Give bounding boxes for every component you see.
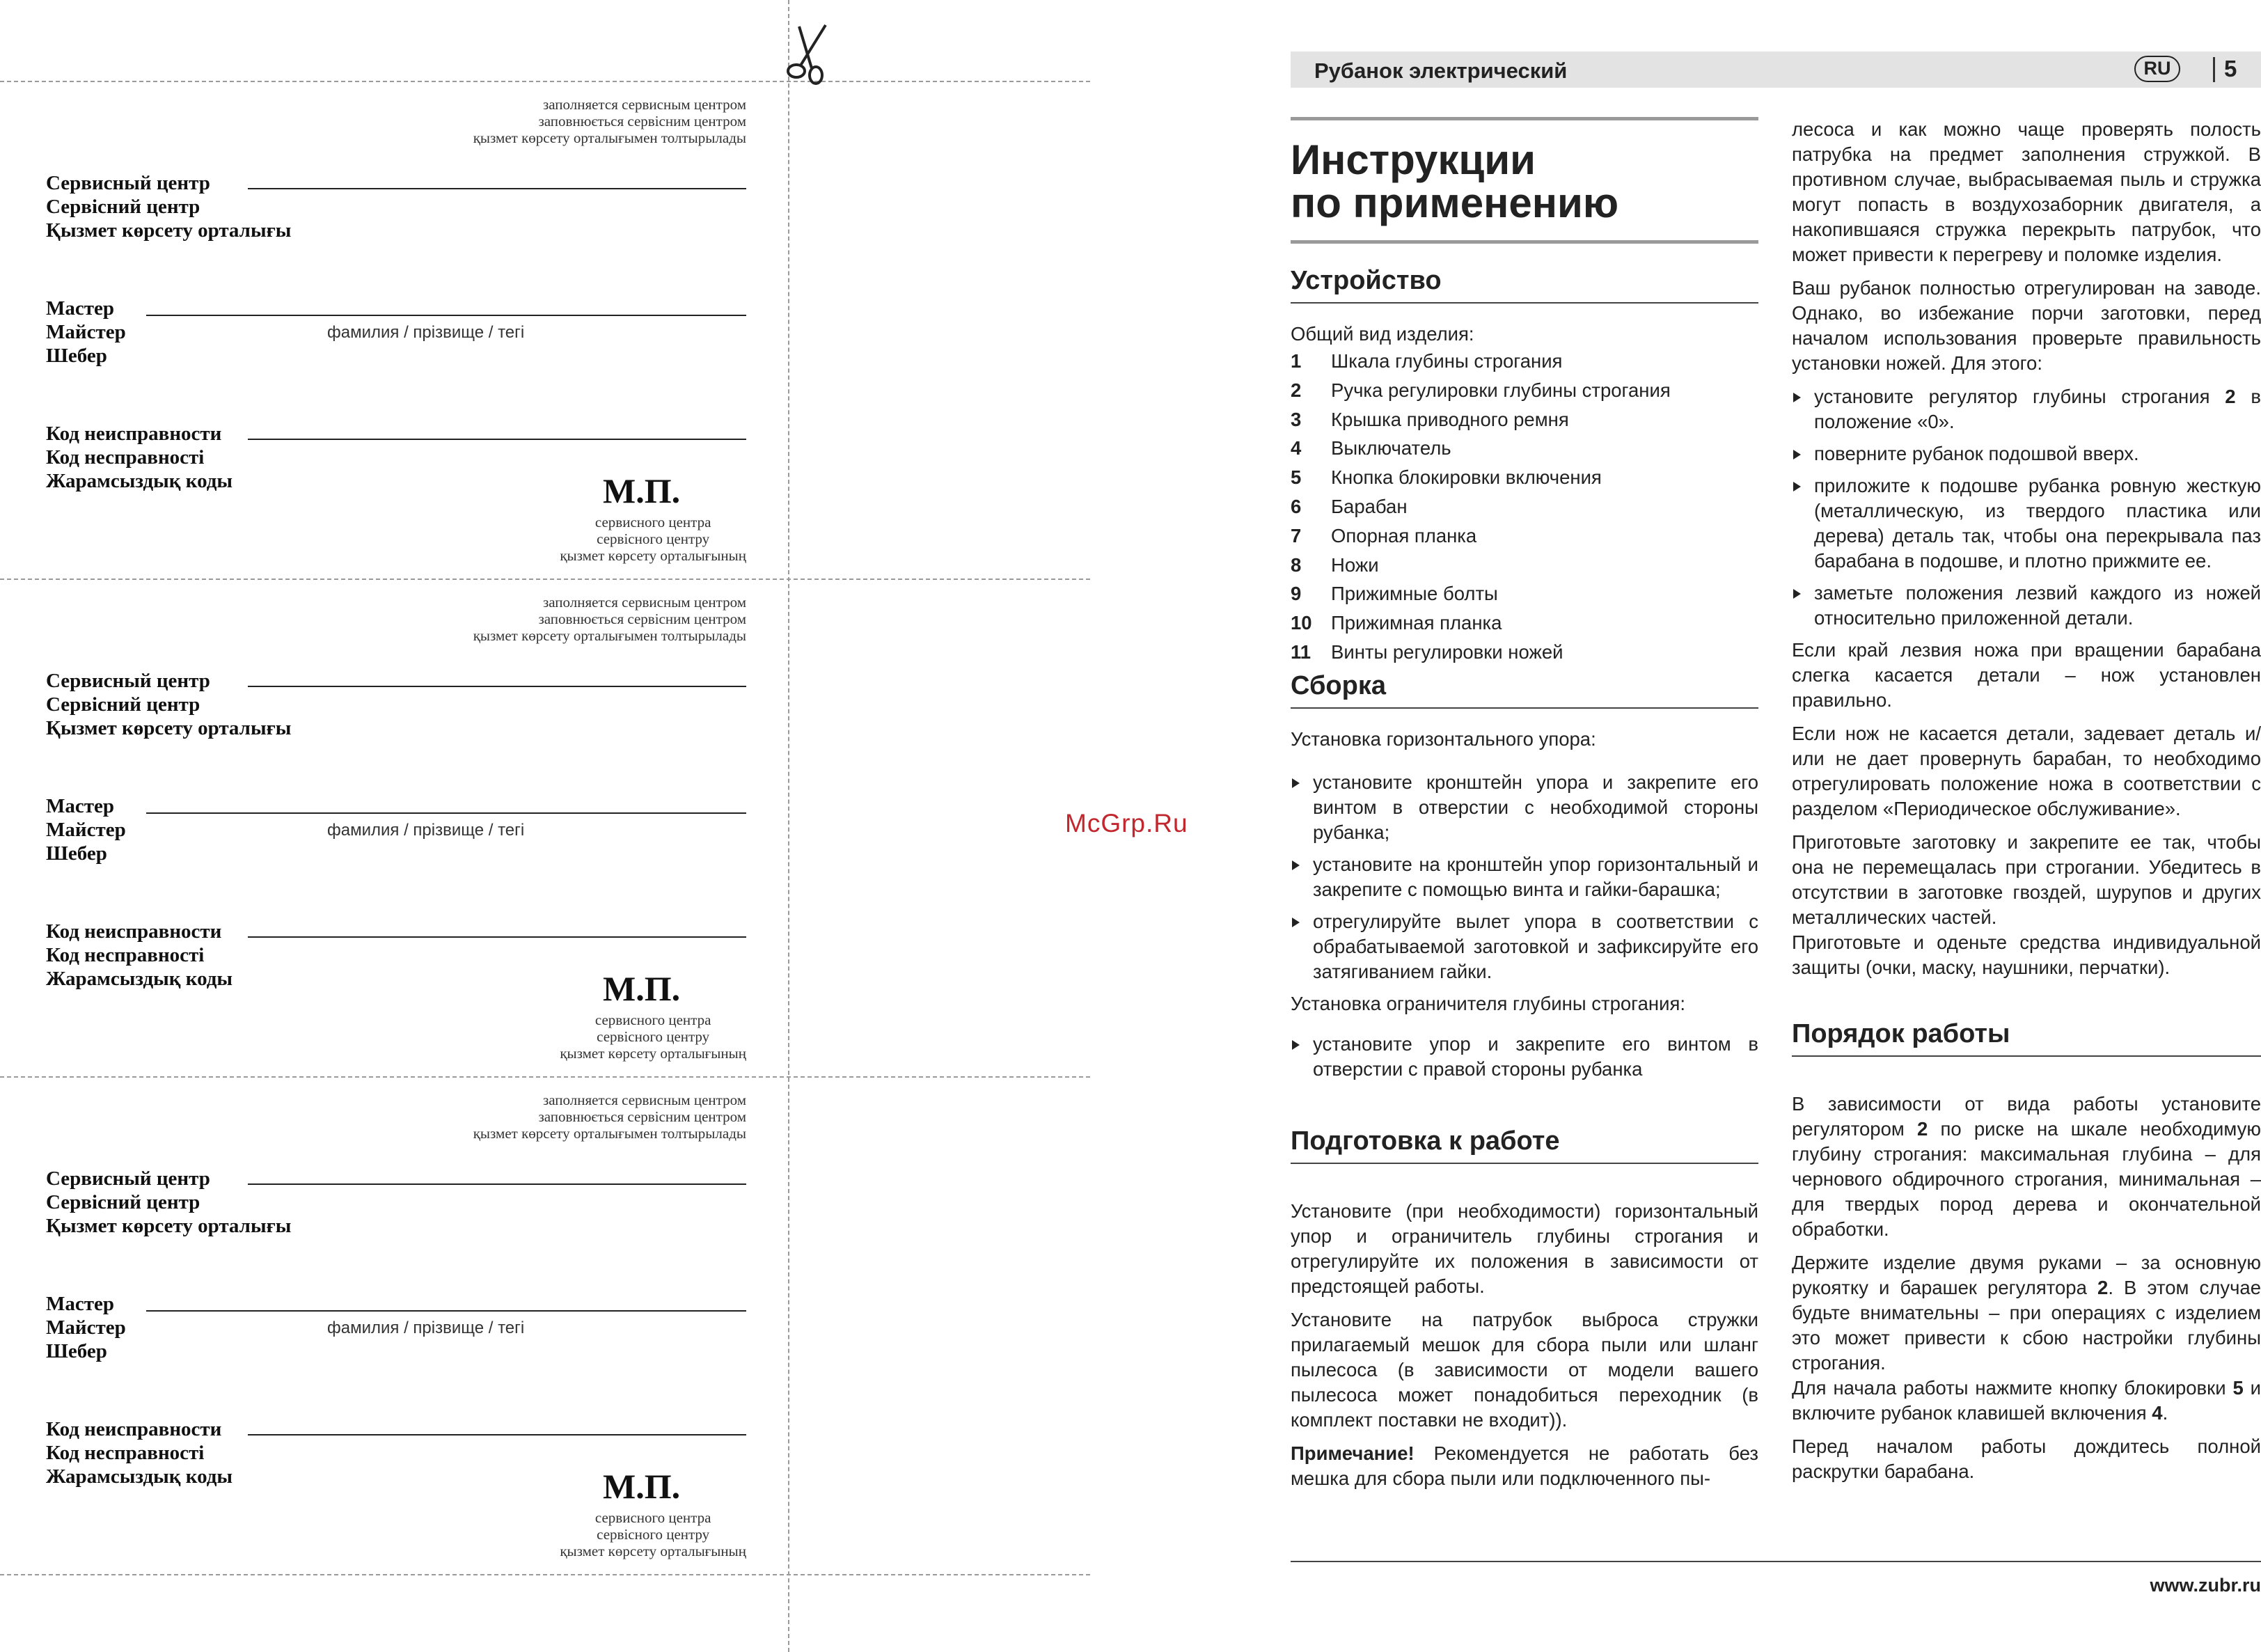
section-heading-order: Порядок работы <box>1792 1018 2261 1057</box>
list-item: 7 Опорная планка <box>1291 524 1477 546</box>
name-hint: фамилия / прізвище / тегі <box>327 323 525 342</box>
scissors-icon <box>784 22 840 85</box>
service-center-label: Сервисный центр Сервісний центр Қызмет көрсету орталығы <box>46 172 292 242</box>
master-label: Мастер Майстер Шебер <box>46 795 126 865</box>
list-item: 3 Крышка приводного ремня <box>1291 408 1569 430</box>
name-hint: фамилия / прізвище / тегі <box>327 1319 525 1337</box>
section-heading-preparation: Подготовка к работе <box>1291 1125 1758 1164</box>
fault-code-label: Код неисправности Код несправності Жарамсыздық коды <box>46 920 233 990</box>
filled-by-service-note: заполняется сервисным центром заповнюється сервісним центром қызмет көрсету орталығымен толтырылады <box>473 1092 746 1142</box>
list-item: отрегулируйте вылет упора в соответствии с обрабатываемой заготовкой и зафиксируйте его затягиванием гайки. <box>1291 909 1758 984</box>
column-right <box>1792 117 2261 1484</box>
list-item: установите кронштейн упора и закрепите его винтом в отверстии с необходимой стороны рубанка; <box>1291 770 1758 845</box>
paragraph-ppe: Приготовьте и оденьте средства индивидуальной защиты (очки, маску, наушники, перчатки). <box>1792 931 2261 978</box>
preparation-note: Примечание! Рекомендуется не работать без мешка для сбора пыли или подключенного пы- <box>1291 1442 1758 1489</box>
paragraph-workpiece: Приготовьте заготовку и закрепите ее так, чтобы она не перемещалась при строгании. Убедитесь в отсутствии в заготовке гвоздей, шурупов и других металлических частей. <box>1792 831 2261 928</box>
list-item: 11 Винты регулировки ножей <box>1291 640 1563 663</box>
filled-by-service-note: заполняется сервисным центром заповнюється сервісним центром қызмет көрсету орталығымен толтырылады <box>473 594 746 644</box>
list-item: поверните рубанок подошвой вверх. <box>1792 441 2261 466</box>
fault-code-label: Код неисправности Код несправності Жарамсыздық коды <box>46 1418 233 1488</box>
warranty-coupon-3 <box>0 1076 788 1575</box>
header-title: Рубанок электрический <box>1314 58 1568 83</box>
watermark: McGrp.Ru <box>1065 809 1188 837</box>
list-item: 9 Прижимные болты <box>1291 583 1498 605</box>
section-heading-device: Устройство <box>1291 265 1758 304</box>
master-label: Мастер Майстер Шебер <box>46 297 126 367</box>
service-center-field[interactable] <box>248 1183 746 1185</box>
assembly-bullets-1 <box>1291 770 1758 984</box>
footer-url[interactable]: www.zubr.ru <box>2150 1575 2261 1596</box>
service-center-label: Сервисный центр Сервісний центр Қызмет көрсету орталығы <box>46 1167 292 1237</box>
fault-code-label: Код неисправности Код несправності Жарамсыздық коды <box>46 423 233 492</box>
assembly-sub-1: Установка горизонтального упора: <box>1291 727 1596 750</box>
service-center-field[interactable] <box>248 188 746 189</box>
stamp-sub: сервисного центра сервісного центру қызмет көрсету орталығының <box>560 514 746 564</box>
vertical-cut-line <box>788 0 789 1652</box>
order-p3: Для начала работы нажмите кнопку блокировки 5 и включите рубанок клавишей включения 4. <box>1792 1377 2261 1424</box>
parts-list <box>1291 347 1758 667</box>
list-item: 5 Кнопка блокировки включения <box>1291 466 1602 489</box>
preparation-p2: Установите на патрубок выброса стружки прилагаемый мешок для сбора пыли или шланг пылесоса (в зависимости от модели вашего пылесоса может понадобиться переходник (в комплект поставки не входит)). <box>1291 1308 1758 1431</box>
warranty-coupon-2 <box>0 579 788 1077</box>
page-number: 5 <box>2224 56 2237 81</box>
stamp-label: М.П. <box>603 969 681 1008</box>
filled-by-service-note: заполняется сервисным центром заповнюється сервісним центром қызмет көрсету орталығымен толтырылады <box>473 96 746 146</box>
assembly-bullets-2 <box>1291 1032 1758 1082</box>
order-p4: Перед началом работы дождитесь полной раскрутки барабана. <box>1792 1435 2261 1482</box>
warranty-coupon-1 <box>0 81 788 579</box>
fault-code-field[interactable] <box>248 439 746 440</box>
name-hint: фамилия / прізвище / тегі <box>327 821 525 840</box>
list-item: установите регулятор глубины строгания 2 в положение «0». <box>1792 384 2261 434</box>
list-item: 2 Ручка регулировки глубины строгания <box>1291 379 1671 401</box>
column-left <box>1291 117 1758 1491</box>
stamp-label: М.П. <box>603 1467 681 1506</box>
title-rule-top <box>1291 117 1758 120</box>
fault-code-field[interactable] <box>248 936 746 938</box>
list-item: 4 Выключатель <box>1291 437 1451 459</box>
assembly-sub-2: Установка ограничителя глубины строгания: <box>1291 992 1685 1014</box>
paragraph-no-touch: Если нож не касается детали, задевает деталь и/или не дает провернуть барабан, то необходимо отрегулировать положение ножа в соответствии с разделом «Периодическое обслуживание». <box>1792 723 2261 819</box>
list-item: приложите к подошве рубанка ровную жесткую (металлическую, из твердого пластика или дерева) деталь так, чтобы она перекрывала паз барабана в подошве, и плотно прижмите ее. <box>1792 473 2261 574</box>
master-field[interactable] <box>146 315 746 316</box>
fault-code-field[interactable] <box>248 1434 746 1435</box>
preparation-p1: Установите (при необходимости) горизонтальный упор и ограничитель глубины строгания и отрегулируйте их положения в зависимости от предстоящей работы. <box>1291 1199 1758 1297</box>
section-heading-assembly: Сборка <box>1291 670 1758 709</box>
check-bullets <box>1792 384 2261 631</box>
list-item: установите на кронштейн упор горизонтальный и закрепите с помощью винта и гайки-барашка; <box>1291 852 1758 902</box>
language-badge: RU <box>2134 56 2180 82</box>
stamp-sub: сервисного центра сервісного центру қызмет көрсету орталығының <box>560 1509 746 1559</box>
order-p2: Держите изделие двумя руками – за основную рукоятку и барашек регулятора 2. В этом случае будьте внимательны – при операциях с изделием это может привести к сбою настройки глубины строгания. <box>1792 1252 2261 1374</box>
service-center-field[interactable] <box>248 686 746 687</box>
master-label: Мастер Майстер Шебер <box>46 1293 126 1362</box>
header-separator <box>2213 57 2215 82</box>
order-p1: В зависимости от вида работы установите регулятором 2 по риске на шкале необходимую глубину строгания: максимальная глубина – для чернового обдирочного строгания, минимальная – для твердых пород дерева и окончательной обработки. <box>1792 1093 2261 1240</box>
list-item: установите упор и закрепите его винтом в отверстии с правой стороны рубанка <box>1291 1032 1758 1082</box>
master-field[interactable] <box>146 812 746 814</box>
stamp-label: М.П. <box>603 471 681 510</box>
list-item: 1 Шкала глубины строгания <box>1291 350 1563 372</box>
paragraph-continued: лесоса и как можно чаще проверять полость патрубка на предмет заполнения стружкой. В противном случае, выбрасываемая пыль и стружка могут попасть в воздухозаборник двигателя, а накопившаяся стружка перекрыть патрубок, что может привести к перегреву и поломке изделия. <box>1792 118 2261 265</box>
list-item: 10 Прижимная планка <box>1291 612 1502 634</box>
device-intro: Общий вид изделия: <box>1291 323 1474 345</box>
service-center-label: Сервисный центр Сервісний центр Қызмет көрсету орталығы <box>46 670 292 739</box>
paragraph-edge: Если край лезвия ножа при вращении барабана слегка касается детали – нож установлен правильно. <box>1792 639 2261 711</box>
footer-rule <box>1291 1561 2261 1562</box>
master-field[interactable] <box>146 1310 746 1312</box>
list-item: 6 Барабан <box>1291 495 1408 517</box>
page-header <box>1291 52 2261 88</box>
page-title: Инструкции по применению <box>1291 136 1619 226</box>
paragraph-factory: Ваш рубанок полностью отрегулирован на заводе. Однако, во избежание порчи заготовки, перед началом использования проверьте правильность установки ножей. Для этого: <box>1792 277 2261 374</box>
list-item: 8 Ножи <box>1291 553 1379 576</box>
list-item: заметьте положения лезвий каждого из ножей относительно приложенной детали. <box>1792 581 2261 631</box>
stamp-sub: сервисного центра сервісного центру қызмет көрсету орталығының <box>560 1012 746 1062</box>
